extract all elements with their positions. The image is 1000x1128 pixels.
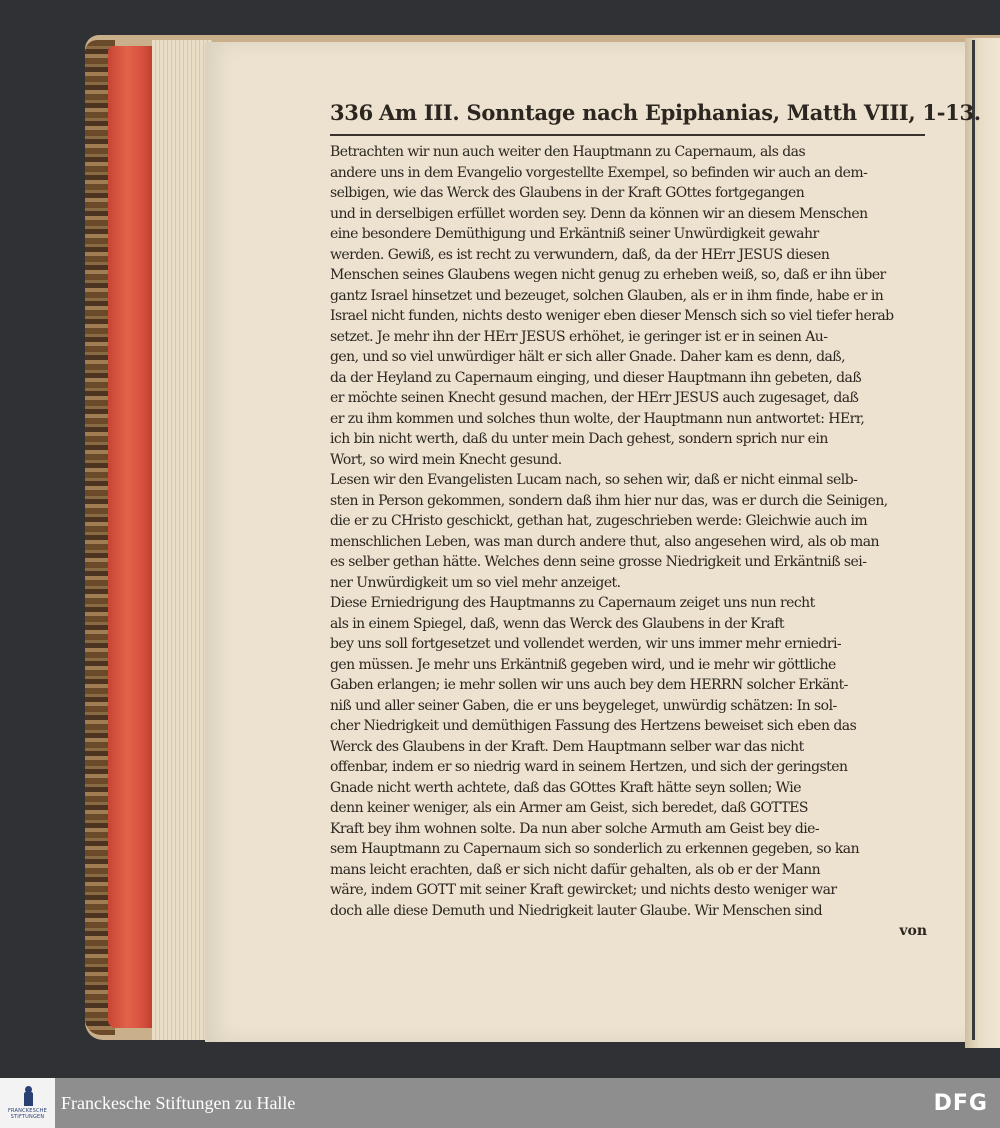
gutter-shadow	[972, 40, 975, 1040]
text-line: er möchte seinen Knecht gesund machen, der HErr JESUS auch zugesaget, daß	[330, 390, 859, 406]
head-rule	[330, 134, 925, 136]
text-line: Diese Erniedrigung des Hauptmanns zu Capernaum zeiget uns nun recht	[330, 595, 815, 611]
facing-page-gutter	[965, 38, 1000, 1048]
page-text	[330, 100, 981, 941]
text-line: Lesen wir den Evangelisten Lucam nach, so sehen wir, daß er nicht einmal selb-	[330, 472, 858, 488]
text-line: bey uns soll fortgesetzet und vollendet werden, wir uns immer mehr erniedri-	[330, 636, 842, 652]
text-line: wäre, indem GOTT mit seiner Kraft gewircket; und nichts desto weniger war	[330, 882, 837, 898]
text-line: als in einem Spiegel, daß, wenn das Werck des Glaubens in der Kraft	[330, 615, 784, 632]
text-line: Israel nicht funden, nichts desto weniger eben dieser Mensch sich so viel tiefer herab	[330, 308, 894, 324]
text-line: setzet. Je mehr ihn der HErr JESUS erhöhet, ie geringer ist er in seinen Au-	[330, 328, 828, 345]
text-line: gen, und so viel unwürdiger hält er sich aller Gnade. Daher kam es denn, daß,	[330, 349, 845, 365]
franckesche-logo[interactable]	[0, 1078, 55, 1128]
text-line: menschlichen Leben, was man durch andere thut, also angesehen wird, als ob man	[330, 533, 879, 550]
catchword: von	[899, 923, 927, 939]
text-line: und in derselbigen erfüllet worden sey. Denn da können wir an diesem Menschen	[330, 205, 868, 222]
text-line: sten in Person gekommen, sondern daß ihm hier nur das, was er durch die Seinigen,	[330, 492, 888, 509]
text-line: offenbar, indem er so niedrig ward in seinem Hertzen, und sich der geringsten	[330, 759, 848, 775]
text-line: Kraft bey ihm wohnen solte. Da nun aber solche Armuth am Geist bey die-	[330, 820, 820, 837]
text-line: er zu ihm kommen und solches thun wolte, der Hauptmann nun antwortet: HErr,	[330, 410, 865, 427]
page-stack	[152, 40, 212, 1040]
text-line: mans leicht erachten, daß er sich nicht dafür gehalten, als ob er der Mann	[330, 861, 821, 878]
text-line: Werck des Glaubens in der Kraft. Dem Hauptmann selber war das nicht	[330, 738, 804, 755]
text-line: ich bin nicht werth, daß du unter mein Dach gehest, sondern sprich nur ein	[330, 431, 828, 447]
running-head	[330, 100, 981, 132]
page-number: 336	[330, 100, 373, 125]
text-line: selbigen, wie das Werck des Glaubens in der Kraft GOttes fortgegangen	[330, 185, 805, 201]
text-lines	[330, 142, 935, 921]
logo-text: FRANCKESCHE STIFTUNGEN	[7, 1108, 48, 1120]
text-line: da der Heyland zu Capernaum einging, und dieser Hauptmann ihn gebeten, daß	[330, 369, 862, 386]
text-line: Menschen seines Glaubens wegen nicht genug zu erheben weiß, so, daß er ihn über	[330, 267, 886, 283]
text-line: Wort, so wird mein Knecht gesund.	[330, 451, 562, 468]
text-line: gen müssen. Je mehr uns Erkäntniß gegeben wird, und ie mehr wir göttliche	[330, 656, 836, 673]
text-line: sem Hauptmann zu Capernaum sich so sonderlich zu erkennen gegeben, so kan	[330, 841, 860, 857]
text-line: eine besondere Demüthigung und Erkäntniß seiner Unwürdigkeit gewahr	[330, 226, 819, 242]
text-line: Gaben erlangen; ie mehr sollen wir uns auch bey dem HERRN solcher Erkänt-	[330, 677, 848, 693]
text-line: niß und aller seiner Gaben, die er uns beygeleget, unwürdig schätzen: In sol-	[330, 697, 837, 714]
viewer-footer	[0, 1078, 1000, 1128]
text-line: denn keiner weniger, als ein Armer am Geist, sich beredet, daß GOTTES	[330, 800, 808, 816]
dfg-logo[interactable]: DFG	[933, 1090, 988, 1116]
figure-icon	[18, 1086, 38, 1108]
text-line: Gnade nicht werth achtete, daß das GOttes Kraft hätte seyn sollen; Wie	[330, 779, 801, 796]
text-line: es selber gethan hätte. Welches denn seine grosse Niedrigkeit und Erkäntniß sei-	[330, 554, 867, 570]
text-line: cher Niedrigkeit und demüthigen Fassung des Hertzens beweiset sich eben das	[330, 718, 857, 734]
red-page-edge	[108, 46, 156, 1028]
text-line: werden. Gewiß, es ist recht zu verwundern, daß, da der HErr JESUS diesen	[330, 246, 830, 263]
text-line: ner Unwürdigkeit um so viel mehr anzeiget.	[330, 574, 621, 591]
text-line: doch alle diese Demuth und Niedrigkeit lauter Glaube. Wir Menschen sind	[330, 902, 823, 919]
text-line: andere uns in dem Evangelio vorgestellte Exempel, so befinden wir auch an dem-	[330, 164, 868, 181]
text-line: Betrachten wir nun auch weiter den Hauptmann zu Capernaum, als das	[330, 144, 806, 160]
text-line: die er zu CHristo geschickt, gethan hat, zugeschrieben werde: Gleichwie auch im	[330, 513, 868, 529]
running-head-title: Am III. Sonntage nach Epiphanias, Matth VIII, 1-13.	[378, 100, 981, 125]
institution-name: Franckesche Stiftungen zu Halle	[61, 1092, 296, 1113]
text-line: gantz Israel hinsetzet und bezeuget, solchen Glauben, als er in ihm finde, habe er in	[330, 287, 884, 304]
